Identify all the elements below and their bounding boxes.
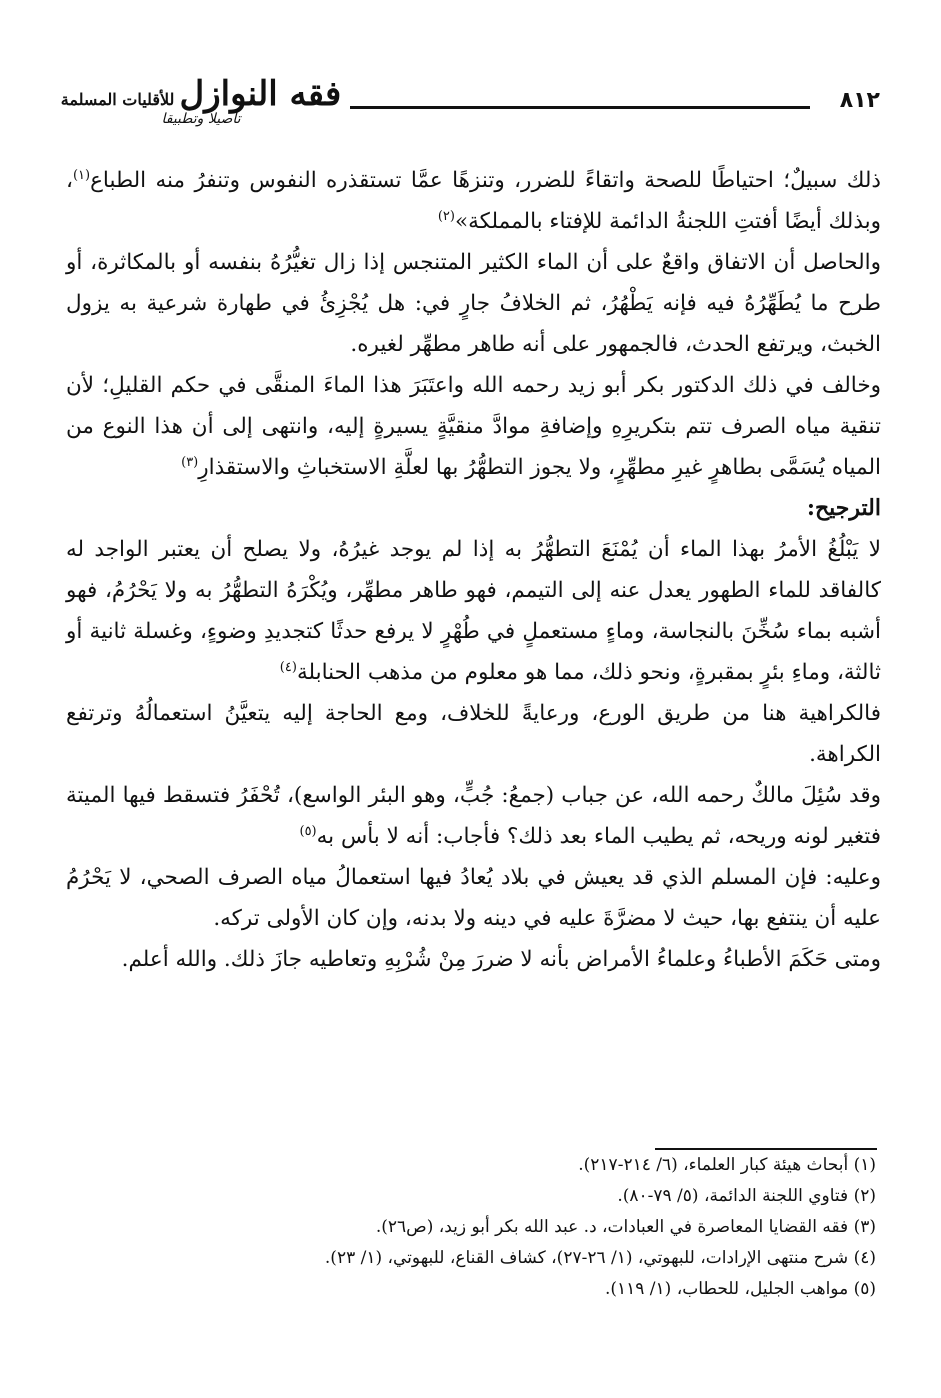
paragraph-4-text: لا يَبْلُغُ الأمرُ بهذا الماء أن يُمْنَعَ التطهُّرُ به إذا لم يوجد غيرُهُ، ولا يصلح أن يعتبر الواجد له كالفاقد للماء الطهور يعدل عنه إلى التيمم، فهو طاهر مطهِّر، ويُكْرَهُ التطهُّرُ به ولا يَحْرُمُ، فهو أشبه بماء سُخِّنَ بالنجاسة، وماءٍ مستعملٍ في طُهْرٍ لا يرفع حدثًا كتجديدِ وضوءٍ، وغسلة ثانية أو ثالثة، وماءِ بئرٍ بمقبرةٍ، ونحو ذلك، مما هو معلوم من مذهب الحنابلة [66, 537, 881, 685]
footnotes [66, 1150, 876, 1305]
paragraph-5: فالكراهية هنا من طريق الورع، ورعايةً للخلاف، ومع الحاجة إليه يتعيَّنُ استعمالُهُ وترتفع الكراهة. [66, 701, 881, 767]
paragraph-6-text: وقد سُئِلَ مالكٌ رحمه الله، عن جباب (جمعُ: جُبٍّ، وهو البئر الواسع)، تُحْفَرُ فتسقط فيها الميتة فتغير لونه وريحه، ثم يطيب الماء بعد ذلك؟ فأجاب: أنه لا بأس به [66, 783, 881, 849]
footnote-ref-5: (٥) [299, 823, 317, 839]
paragraph-3-text: وخالف في ذلك الدكتور بكر أبو زيد رحمه الله واعتَبَرَ هذا الماءَ المنقَّى في حكم القليلِ؛ لأن تنقية مياه الصرف تتم بتكريرِهِ وإضافةِ موادَّ منقيَّةٍ يسيرةٍ إليه، وانتهى إلى أن هذا النوع من المياه يُسَمَّى بطاهرٍ غيرِ مطهِّرٍ، ولا يجوز التطهُّرُ بها لعلَّةِ الاستخباثِ والاستقذارِ [66, 373, 881, 480]
paragraph-3 [66, 365, 881, 488]
body-text [66, 160, 881, 980]
paragraph-6 [66, 775, 881, 857]
footnote-1: (١) أبحاث هيئة كبار العلماء، (٦/ ٢١٤-٢١٧). [578, 1155, 876, 1175]
footnote-2: (٢) فتاوي اللجنة الدائمة، (٥/ ٧٩-٨٠). [617, 1186, 876, 1206]
footnote-4: (٤) شرح منتهى الإرادات، للبهوتي، (١/ ٢٦-٢٧)، كشاف القناع، للبهوتي، (١/ ٢٣). [324, 1248, 876, 1268]
paragraph-1-continuation: ، وبذلك أيضًا أفتتِ اللجنةُ الدائمة للإفتاء بالمملكة» [66, 168, 881, 234]
paragraph-4 [66, 529, 881, 693]
running-header [60, 70, 880, 150]
book-title-logo [60, 74, 342, 144]
paragraph-1-text: ذلك سبيلٌ؛ احتياطًا للصحة واتقاءً للضرر، وتنزهًا عمَّا تستقذره النفوس وتنفرُ منه الطباع [90, 168, 881, 193]
header-rule [350, 106, 810, 109]
paragraph-8: ومتى حَكَمَ الأطباءُ وعلماءُ الأمراض بأنه لا ضررَ مِنْ شُرْبِهِ وتعاطيه جازَ ذلك. والله أعلم. [121, 947, 881, 972]
footnote-ref-3: (٣) [181, 454, 199, 470]
book-subtitle: للأقليات المسلمة [60, 90, 175, 109]
footnote-3: (٣) فقه القضايا المعاصرة في العبادات، د. عبد الله بكر أبو زيد، (ص٢٦). [375, 1217, 876, 1237]
footnote-5: (٥) مواهب الجليل، للحطاب، (١/ ١١٩). [604, 1279, 876, 1299]
paragraph-7: وعليه: فإن المسلم الذي قد يعيش في بلاد يُعادُ فيها استعمالُ مياه الصرف الصحي، لا يَحْرُمُ عليه أن ينتفع بها، حيث لا مضرَّةَ عليه في دينه ولا بدنه، وإن كان الأولى تركه. [66, 865, 881, 931]
section-heading: الترجيح: [806, 495, 881, 521]
page-number: ٨١٢ [839, 88, 880, 113]
paragraph-2: والحاصل أن الاتفاق واقعٌ على أن الماء الكثير المتنجس إذا زال تغيُّرُهُ بنفسه أو بالمكاثرة، أو طرح ما يُطَهِّرُهُ فيه فإنه يَطْهُرُ، ثم الخلافُ جارٍ في: هل يُجْزِئُ في طهارة شرعية به يزول الخبث، ويرتفع الحدث، فالجمهور على أنه طاهر مطهِّر لغيره. [66, 250, 881, 357]
footnote-ref-1: (١) [72, 167, 91, 183]
footnote-ref-4: (٤) [279, 659, 297, 675]
footnote-ref-2: (٢) [437, 208, 455, 224]
book-tagline: تأصيلا وتطبيقا [161, 111, 241, 127]
paragraph-1 [66, 160, 881, 242]
book-title: فقه النوازل [179, 74, 342, 114]
